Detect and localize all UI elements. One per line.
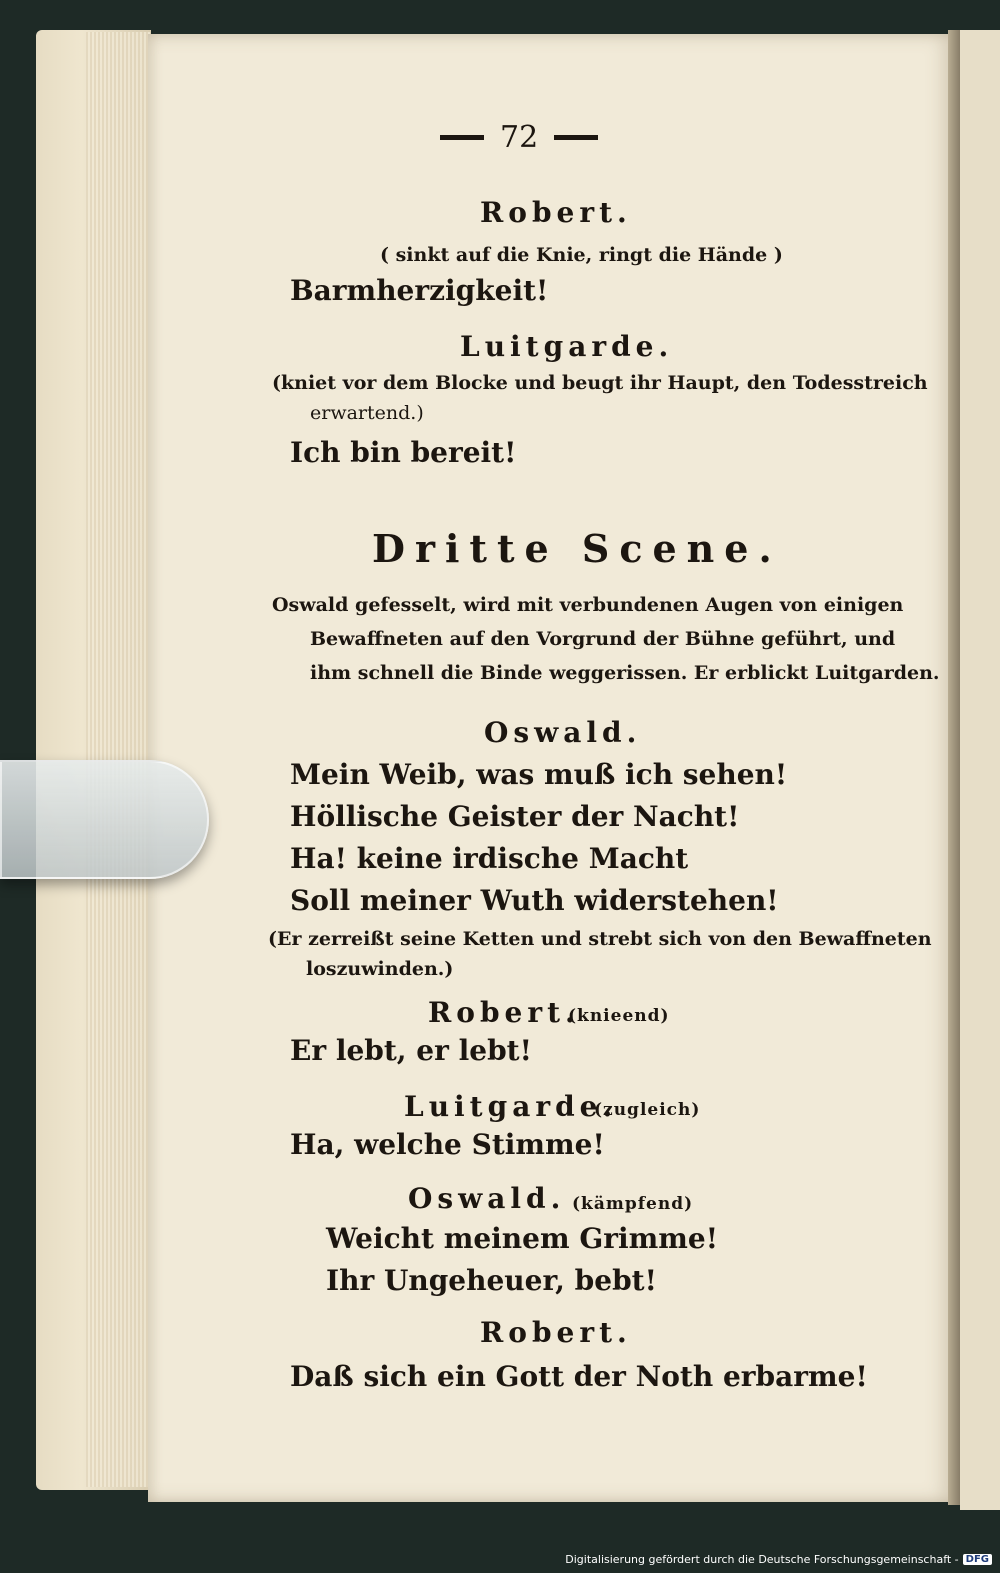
dfg-logo: DFG	[963, 1554, 992, 1565]
stage-direction: (Er zerreißt seine Ketten und strebt sich von den Bewaffneten	[268, 928, 932, 950]
digitization-credit	[565, 1549, 992, 1569]
verse-line: Ha! keine irdische Macht	[290, 842, 689, 875]
page-number-value: 72	[500, 120, 539, 155]
verse-line: Höllische Geister der Nacht!	[290, 800, 740, 833]
scene-title: Dritte Scene.	[372, 526, 782, 571]
verse-line: Er lebt, er lebt!	[290, 1034, 532, 1067]
page-clip	[0, 760, 209, 879]
stage-direction: erwartend.)	[310, 402, 424, 424]
speaker-note: (kämpfend)	[572, 1194, 694, 1214]
speaker-note: (knieend)	[568, 1006, 670, 1026]
verse-line: Ha, welche Stimme!	[290, 1128, 605, 1161]
credit-text: Digitalisierung gefördert durch die Deutsche Forschungsgemeinschaft -	[565, 1552, 959, 1566]
page-number	[440, 120, 598, 155]
speaker-robert: Robert.	[480, 196, 632, 229]
verse-line: Barmherzigkeit!	[290, 274, 549, 307]
scene-direction: ihm schnell die Binde weggerissen. Er erblickt Luitgarden.	[310, 662, 940, 684]
speaker-luitgarde: Luitgarde.	[460, 330, 674, 363]
facing-page	[960, 30, 1000, 1510]
scene-direction: Bewaffneten auf den Vorgrund der Bühne geführt, und	[310, 628, 896, 650]
verse-line: Mein Weib, was muß ich sehen!	[290, 758, 788, 791]
verse-line: Daß sich ein Gott der Noth erbarme!	[290, 1360, 868, 1393]
stage-direction: (kniet vor dem Blocke und beugt ihr Haupt, den Todesstreich	[272, 372, 928, 394]
speaker-note: (zugleich)	[594, 1100, 701, 1120]
dash-right	[554, 135, 598, 140]
speaker-robert: Robert.	[480, 1316, 632, 1349]
speaker-oswald: Oswald.	[408, 1182, 566, 1215]
dash-left	[440, 135, 484, 140]
verse-line: Ihr Ungeheuer, bebt!	[326, 1264, 657, 1297]
speaker-oswald: Oswald.	[484, 716, 642, 749]
speaker-luitgarde: Luitgarde.	[404, 1090, 618, 1123]
verse-line: Ich bin bereit!	[290, 436, 517, 469]
scene-direction: Oswald gefesselt, wird mit verbundenen Augen von einigen	[272, 594, 904, 616]
speaker-robert: Robert.	[428, 996, 580, 1029]
stage-direction: loszuwinden.)	[306, 958, 454, 980]
verse-line: Weicht meinem Grimme!	[326, 1222, 718, 1255]
stage-direction: ( sinkt auf die Knie, ringt die Hände )	[380, 244, 783, 266]
verse-line: Soll meiner Wuth widerstehen!	[290, 884, 779, 917]
